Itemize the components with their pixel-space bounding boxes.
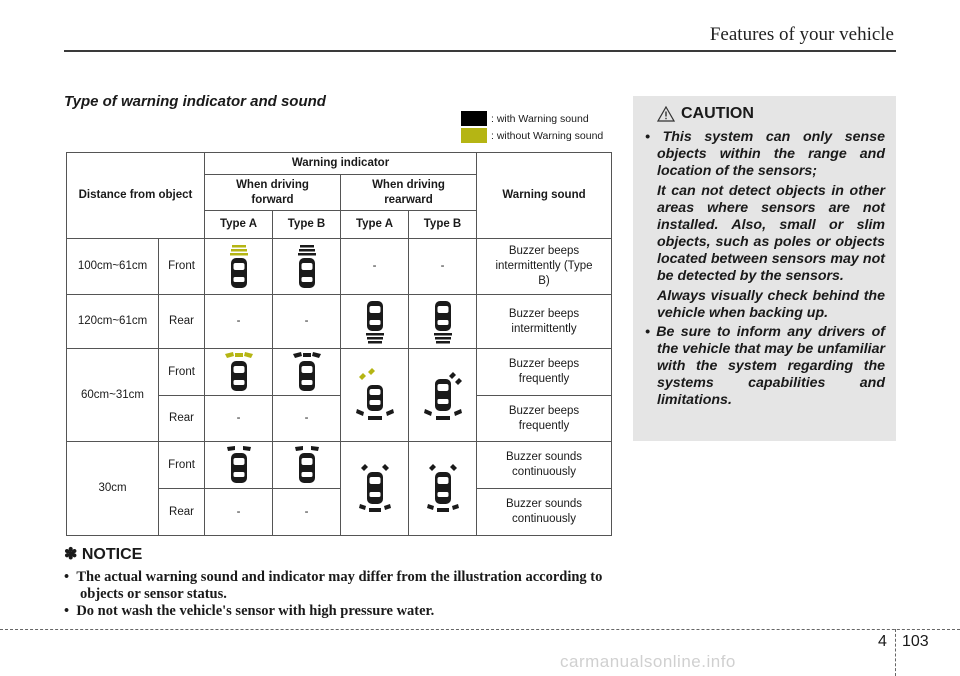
position-cell: Front [159,239,205,295]
sound-cell: Buzzer beeps intermittently (Type B) [477,239,612,295]
position-cell: Rear [159,295,205,349]
page-number: 103 [902,633,929,650]
distance-cell: 30cm [67,442,159,536]
notice-list [64,569,614,620]
car-all-close-black-icon [426,463,460,515]
caution-item: • Be sure to inform any drivers of the vehicle that may be unfamiliar with the system regarding the systems capabilities and limitations. [645,324,885,408]
indicator-cell [341,442,409,536]
car-rear-zone-black-icon [360,299,390,345]
indicator-cell [205,239,273,295]
indicator-cell [409,295,477,349]
car-front-corners-black-icon [291,351,323,393]
empty-indicator: - [205,489,273,536]
position-cell: Rear [159,489,205,536]
position-cell: Front [159,349,205,396]
car-front-corners-olive-icon [223,351,255,393]
indicator-cell [273,349,341,396]
header-rearward: When driving rearward [341,175,477,211]
distance-cell: 120cm~61cm [67,295,159,349]
header-rule [64,50,896,52]
header-warning-sound: Warning sound [477,153,612,239]
legend-with-sound: : with Warning sound [461,111,589,126]
legend-swatch-black [461,111,487,126]
indicator-cell [205,349,273,396]
indicator-cell [409,442,477,536]
header-distance: Distance from object [67,153,205,239]
indicator-cell [341,349,409,442]
caution-box [633,96,896,441]
empty-indicator: - [273,396,341,442]
footer-rule [0,629,960,630]
car-all-close-black-icon [358,463,392,515]
empty-indicator: - [409,239,477,295]
empty-indicator: - [341,239,409,295]
header-warning-indicator: Warning indicator [205,153,477,175]
legend-with-sound-label: with Warning sound [496,112,589,125]
empty-indicator: - [205,295,273,349]
distance-cell: 60cm~31cm [67,349,159,442]
header-type-a-forward: Type A [205,211,273,239]
position-cell: Rear [159,396,205,442]
chapter-number: 4 [878,633,887,650]
car-front-zone-olive-icon [224,244,254,290]
footer-divider [895,629,896,676]
header-type-b-forward: Type B [273,211,341,239]
warning-triangle-icon [657,106,675,122]
caution-item: • This system can only sense objects within the range and location of the sensors; [645,129,885,179]
running-header: Features of your vehicle [709,24,894,45]
indicator-cell [205,442,273,489]
sound-cell: Buzzer sounds continuously [477,442,612,489]
indicator-cell [409,349,477,442]
sound-cell: Buzzer sounds continuously [477,489,612,536]
caution-header [657,105,754,123]
legend-without-sound-label: without Warning sound [496,129,604,142]
warning-indicator-table [66,152,612,536]
empty-indicator: - [273,295,341,349]
sound-cell: Buzzer beeps frequently [477,349,612,396]
caution-list [645,129,885,411]
notice-item: • Do not wash the vehicle's sensor with high pressure water. [64,603,435,619]
car-rear-zone-black-icon [428,299,458,345]
header-forward: When driving forward [205,175,341,211]
watermark: carmanualsonline.info [560,652,736,671]
distance-cell: 100cm~61cm [67,239,159,295]
car-front-close-black-icon [291,445,323,485]
header-type-b-rearward: Type B [409,211,477,239]
notice-item: • The actual warning sound and indicator may differ from the illustration according to objects or sensor status. [64,569,603,602]
caution-item-continued: Always visually check behind the vehicle when backing up. [657,288,885,321]
legend-without-sound: : without Warning sound [461,128,603,143]
car-front-zone-black-icon [292,244,322,290]
position-cell: Front [159,442,205,489]
empty-indicator: - [205,396,273,442]
indicator-cell [341,295,409,349]
car-rear-corners-black-icon [423,367,463,423]
car-front-close-black-icon [223,445,255,485]
notice-title: ✽ NOTICE [64,546,143,563]
empty-indicator: - [273,489,341,536]
legend-swatch-olive [461,128,487,143]
caution-item-continued: It can not detect objects in other areas where sensors are not installed. Also, small or slim objects, such as poles or objects located between sensors may not be detected by the sensors. [657,183,885,284]
caution-title: CAUTION [681,105,754,122]
indicator-cell [273,239,341,295]
sound-cell: Buzzer beeps frequently [477,396,612,442]
sound-cell: Buzzer beeps intermittently [477,295,612,349]
section-title: Type of warning indicator and sound [64,93,326,110]
header-type-a-rearward: Type A [341,211,409,239]
car-rear-corners-olive-icon [355,367,395,423]
indicator-cell [273,442,341,489]
